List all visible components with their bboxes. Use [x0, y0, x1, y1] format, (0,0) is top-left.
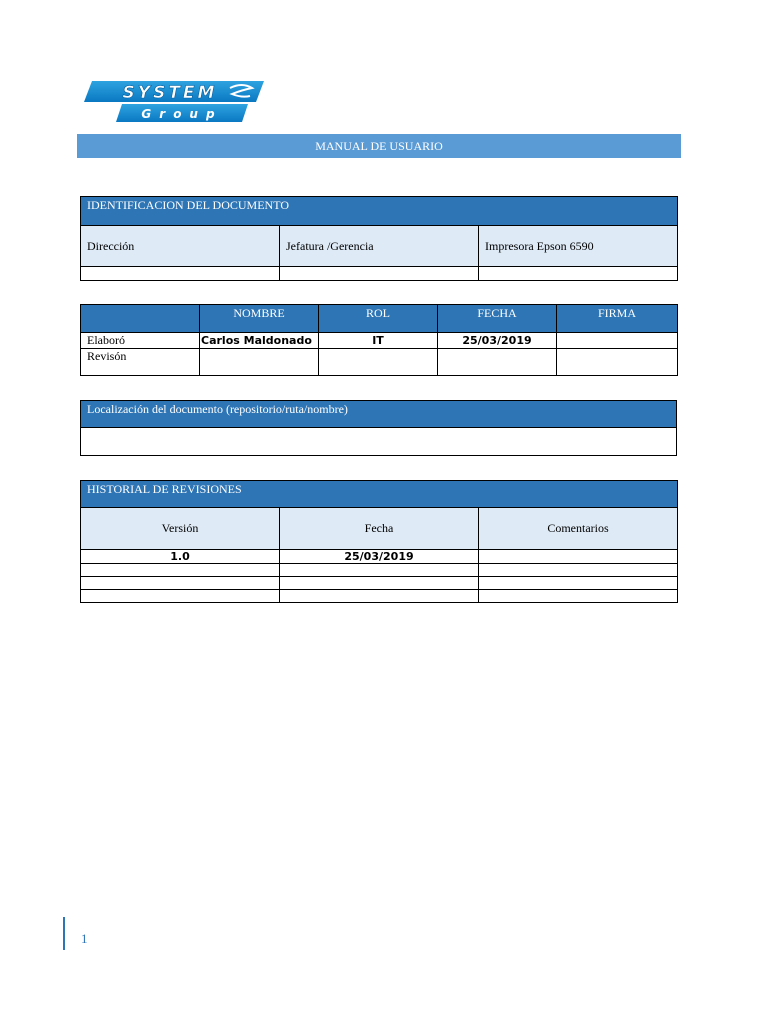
- historial-table: [80, 480, 678, 603]
- comentarios-cell: [479, 564, 678, 577]
- comentarios-column-header: Comentarios: [479, 508, 678, 550]
- fecha-cell: [280, 577, 479, 590]
- revision-nombre: [200, 349, 319, 376]
- revision-firma: [557, 349, 678, 376]
- fecha-header: FECHA: [438, 305, 557, 333]
- fecha-cell: [280, 590, 479, 603]
- autoria-header-blank: [81, 305, 200, 333]
- page-number-bar: [63, 917, 65, 950]
- version-cell: 1.0: [81, 550, 280, 564]
- document-title-bar: [77, 134, 681, 158]
- revision-rol: [319, 349, 438, 376]
- table-row: [81, 564, 678, 577]
- revision-fecha: [438, 349, 557, 376]
- elaboro-label: Elaboró: [81, 333, 200, 349]
- direccion-cell: Dirección: [81, 226, 280, 267]
- logo-text-system: SYSTEM: [122, 83, 218, 103]
- autoria-table: [80, 304, 678, 376]
- elaboro-rol: IT: [319, 333, 438, 349]
- localizacion-value: [81, 428, 677, 456]
- rol-header: ROL: [319, 305, 438, 333]
- identificacion-header: IDENTIFICACION DEL DOCUMENTO: [81, 197, 678, 226]
- nombre-header: NOMBRE: [200, 305, 319, 333]
- elaboro-fecha: 25/03/2019: [438, 333, 557, 349]
- table-row: [81, 577, 678, 590]
- comentarios-cell: [479, 577, 678, 590]
- table-row: [81, 550, 678, 564]
- empty-cell: [280, 267, 479, 281]
- logo-text-group: Group: [141, 107, 223, 121]
- system-group-logo: [82, 78, 264, 124]
- version-cell: [81, 577, 280, 590]
- empty-cell: [81, 267, 280, 281]
- fecha-cell: [280, 564, 479, 577]
- empty-cell: [479, 267, 678, 281]
- document-title: MANUAL DE USUARIO: [315, 138, 443, 153]
- page-number: 1: [81, 931, 88, 946]
- table-row: [81, 590, 678, 603]
- historial-header: HISTORIAL DE REVISIONES: [81, 481, 678, 508]
- fecha-cell: 25/03/2019: [280, 550, 479, 564]
- localizacion-table: [80, 400, 677, 456]
- identificacion-table: [80, 196, 678, 281]
- revision-label: Revisón: [81, 349, 200, 376]
- elaboro-nombre: Carlos Maldonado: [200, 333, 319, 349]
- localizacion-header: Localización del documento (repositorio/ruta/nombre): [81, 401, 677, 428]
- version-column-header: Versión: [81, 508, 280, 550]
- impresora-cell: Impresora Epson 6590: [479, 226, 678, 267]
- version-cell: [81, 564, 280, 577]
- elaboro-firma: [557, 333, 678, 349]
- version-cell: [81, 590, 280, 603]
- jefatura-cell: Jefatura /Gerencia: [280, 226, 479, 267]
- comentarios-cell: [479, 590, 678, 603]
- firma-header: FIRMA: [557, 305, 678, 333]
- comentarios-cell: [479, 550, 678, 564]
- fecha-column-header: Fecha: [280, 508, 479, 550]
